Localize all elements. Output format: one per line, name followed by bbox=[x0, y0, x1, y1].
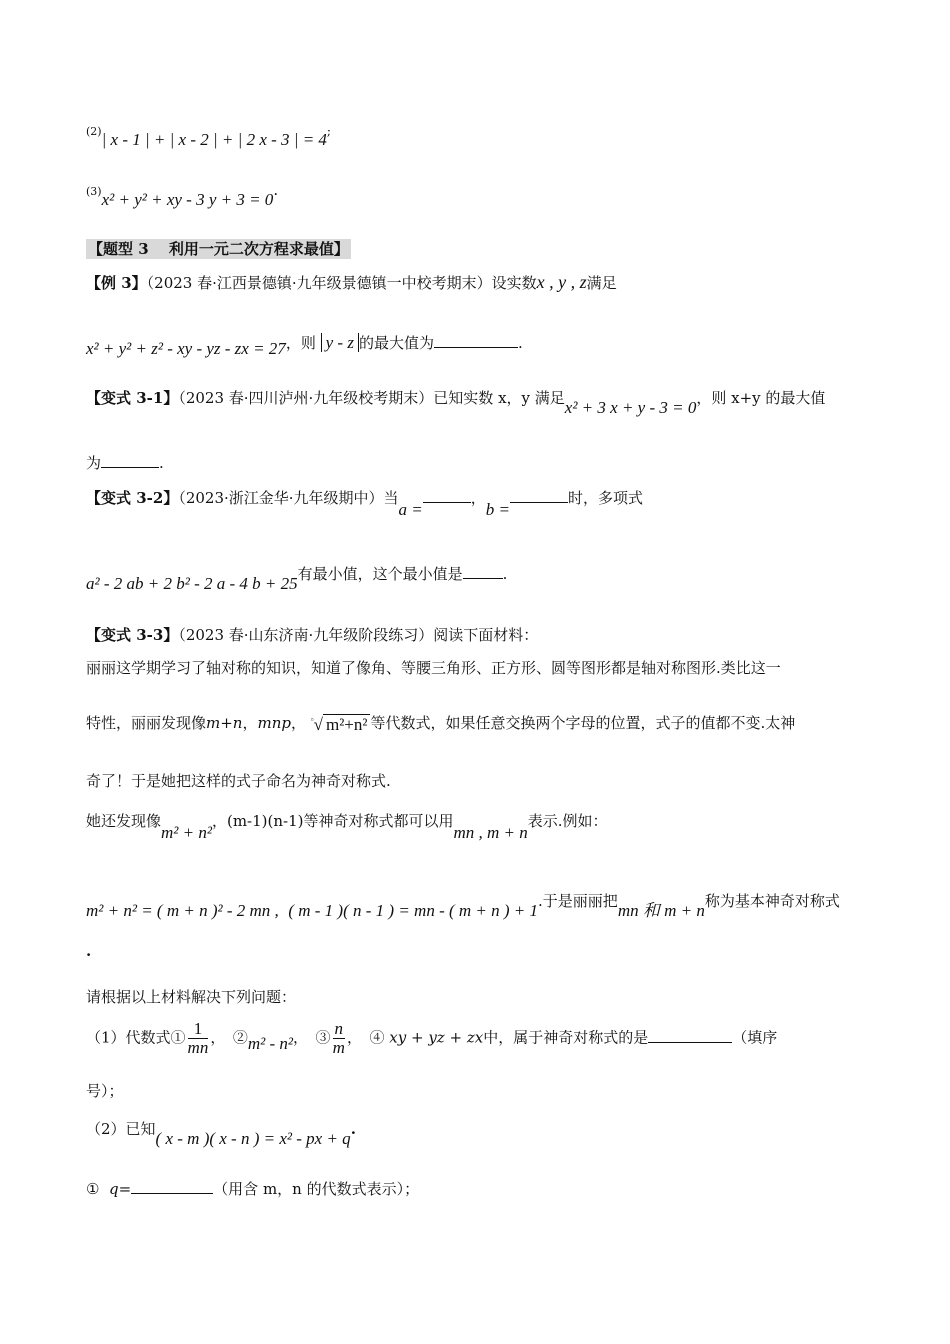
question-1-line-2: 号）； bbox=[86, 1082, 124, 1100]
variant-3-1-answer-blank[interactable] bbox=[101, 453, 159, 468]
variant-3-1-line-1 bbox=[86, 387, 826, 417]
variant-3-3-sep-2: ， bbox=[290, 714, 306, 732]
fraction-3-denominator: m bbox=[332, 1038, 345, 1057]
variant-3-3-p2-tail: 等代数式，如果任意交换两个字母的位置，式子的值都不变.太神 bbox=[370, 714, 796, 732]
question-2-part-1-lead: ① bbox=[86, 1180, 100, 1198]
question-1-expr-2: m² - n² bbox=[247, 1033, 293, 1053]
variant-3-3-paragraph-5 bbox=[86, 886, 840, 920]
variant-3-3-identity-1: m² + n² = ( m + n )² - 2 mn , bbox=[86, 901, 279, 920]
question-1-end: （填序 bbox=[732, 1028, 778, 1047]
variant-3-2-tail: 时，多项式 bbox=[568, 489, 644, 507]
variant-3-3-line-1 bbox=[86, 624, 538, 645]
question-1-fraction-1 bbox=[188, 1020, 209, 1057]
variant-3-3-paragraph-2 bbox=[86, 712, 795, 735]
problem-3-equation: x² + y² + xy - 3 y + 3 = 0 bbox=[101, 190, 274, 209]
question-2-part-1-answer-blank[interactable] bbox=[131, 1179, 213, 1194]
variant-3-3-p5-tail: 称为基本神奇对称式 bbox=[704, 892, 840, 910]
example-3-tag: 【例 3】 bbox=[86, 274, 147, 292]
question-2-part-1 bbox=[86, 1178, 419, 1199]
variant-3-1-tag: 【变式 3-1】 bbox=[86, 389, 179, 407]
fraction-1-numerator: 1 bbox=[188, 1020, 209, 1039]
variant-3-1-tail: ，则 x+y 的最大值 bbox=[696, 389, 826, 407]
example-3-ask: 的最大值为 bbox=[358, 334, 434, 352]
example-3-tail: 满足 bbox=[586, 274, 617, 292]
variant-3-3-paragraph-3: 奇了！于是她把这样的式子命名为神奇对称式. bbox=[86, 772, 391, 790]
variant-3-2-tail2: 有最小值，这个最小值是 bbox=[297, 565, 463, 583]
problem-2 bbox=[86, 120, 331, 149]
variant-3-1-equation: x² + 3 x + y - 3 = 0 bbox=[564, 398, 697, 417]
variant-3-3-instruction: 请根据以上材料解决下列问题： bbox=[86, 988, 297, 1006]
variant-3-1-source: （2023 春·四川泸州·九年级校考期末）已知实数 x，y 满足 bbox=[178, 389, 565, 407]
variant-3-3-sqrt: ▫√ m²+n² bbox=[311, 714, 371, 735]
example-3-vars: x , y , z bbox=[536, 272, 587, 292]
example-3-line-1 bbox=[86, 272, 617, 293]
question-1-fraction-3 bbox=[333, 1020, 346, 1057]
fraction-3-numerator: n bbox=[334, 1019, 343, 1038]
problem-3-end: . bbox=[273, 181, 279, 199]
question-1-sep-1: ， ② bbox=[210, 1028, 248, 1047]
question-1-line-1 bbox=[86, 1020, 777, 1057]
question-2-part-1-tail: （用含 m，n 的代数式表示）； bbox=[213, 1180, 420, 1198]
example-3-answer-blank[interactable] bbox=[434, 333, 518, 348]
variant-3-2-tag: 【变式 3-2】 bbox=[86, 489, 179, 507]
variant-3-2-line-1 bbox=[86, 487, 644, 519]
problem-2-label: (2) bbox=[86, 125, 102, 138]
example-3-source: （2023 春·江西景德镇·九年级景德镇一中校考期末）设实数 bbox=[146, 274, 537, 292]
section-header bbox=[86, 238, 351, 259]
problem-3 bbox=[86, 180, 279, 209]
question-1-lead: （1）代数式① bbox=[86, 1028, 186, 1047]
variant-3-2-min-blank[interactable] bbox=[463, 564, 503, 579]
question-2-part-1-q: q= bbox=[109, 1180, 132, 1198]
problem-2-equation: | x - 1 | + | x - 2 | + | 2 x - 3 | = 4 bbox=[101, 130, 327, 149]
variant-3-3-sqrt-radicand: m²+n² bbox=[323, 714, 371, 735]
variant-3-3-paragraph-1: 丽丽这学期学习了轴对称的知识，知道了像角、等腰三角形、正方形、圆等图形都是轴对称图形.类比这一 bbox=[86, 659, 781, 677]
variant-3-3-tag: 【变式 3-3】 bbox=[86, 626, 179, 644]
question-2-lead: （2）已知 bbox=[86, 1120, 156, 1138]
fraction-1-denominator: mn bbox=[187, 1038, 209, 1057]
question-1-sep-3: ， ④ bbox=[347, 1028, 385, 1047]
variant-3-3-expr-mnp: mnp bbox=[257, 714, 291, 732]
problem-2-end: ; bbox=[326, 124, 331, 138]
example-3-abs: y - z bbox=[321, 333, 359, 352]
variant-3-3-identity-2: ( m - 1 )( n - 1 ) = mn - ( m + n ) + 1 bbox=[288, 901, 539, 920]
variant-3-2-source: （2023·浙江金华·九年级期中）当 bbox=[178, 489, 399, 507]
variant-3-3-basic-forms: mn 和 m + n bbox=[617, 901, 705, 920]
question-1-answer-blank[interactable] bbox=[648, 1028, 732, 1043]
variant-3-1-line-2 bbox=[86, 452, 164, 473]
question-1-expr-4: xy + yz + zx bbox=[389, 1028, 484, 1047]
variant-3-3-expr-m-plus-n: m+n bbox=[206, 714, 243, 732]
variant-3-2-b-label: b = bbox=[485, 500, 511, 519]
variant-3-3-period: . bbox=[86, 942, 92, 960]
variant-3-2-line-2 bbox=[86, 563, 508, 593]
variant-3-2-polynomial: a² - 2 ab + 2 b² - 2 a - 4 b + 25 bbox=[86, 574, 298, 593]
example-3-equation: x² + y² + z² - xy - yz - zx = 27 bbox=[86, 339, 286, 358]
variant-3-3-p2-lead: 特性，丽丽发现像 bbox=[86, 714, 207, 732]
variant-3-1-end: . bbox=[159, 454, 164, 472]
variant-3-2-sep: ， bbox=[470, 489, 486, 507]
question-2-equation: ( x - m )( x - n ) = x² - px + q bbox=[155, 1129, 351, 1148]
variant-3-3-sep-1: ， bbox=[242, 714, 258, 732]
example-3-line-2 bbox=[86, 332, 523, 358]
variant-3-2-b-blank[interactable] bbox=[510, 488, 568, 503]
variant-3-1-line-2-lead: 为 bbox=[86, 454, 102, 472]
problem-3-label: (3) bbox=[86, 185, 102, 198]
variant-3-2-a-blank[interactable] bbox=[423, 488, 471, 503]
variant-3-3-paragraph-4 bbox=[86, 810, 608, 842]
variant-3-3-p4-tail: 表示.例如： bbox=[527, 812, 608, 830]
variant-3-2-end: . bbox=[502, 565, 508, 583]
variant-3-3-p4-mid: ，(m-1)(n-1)等神奇对称式都可以用 bbox=[211, 812, 454, 830]
question-2-end: . bbox=[350, 1120, 356, 1138]
question-2 bbox=[86, 1118, 356, 1148]
variant-3-3-p4-expr-1: m² + n² bbox=[161, 823, 212, 842]
example-3-end: . bbox=[517, 334, 523, 352]
question-1-tail: 中，属于神奇对称式的是 bbox=[483, 1028, 649, 1047]
section-title: 【题型 3 利用一元二次方程求最值】 bbox=[88, 240, 349, 258]
variant-3-3-p5-mid: .于是丽丽把 bbox=[538, 892, 618, 910]
example-3-then: ，则 bbox=[285, 334, 316, 352]
variant-3-3-p4-lead: 她还发现像 bbox=[86, 812, 162, 830]
question-1-sep-2: ， ③ bbox=[292, 1028, 331, 1047]
variant-3-3-p4-expr-2: mn , m + n bbox=[453, 823, 528, 842]
variant-3-3-source: （2023 春·山东济南·九年级阶段练习）阅读下面材料： bbox=[178, 626, 539, 644]
variant-3-2-a-label: a = bbox=[398, 500, 423, 519]
